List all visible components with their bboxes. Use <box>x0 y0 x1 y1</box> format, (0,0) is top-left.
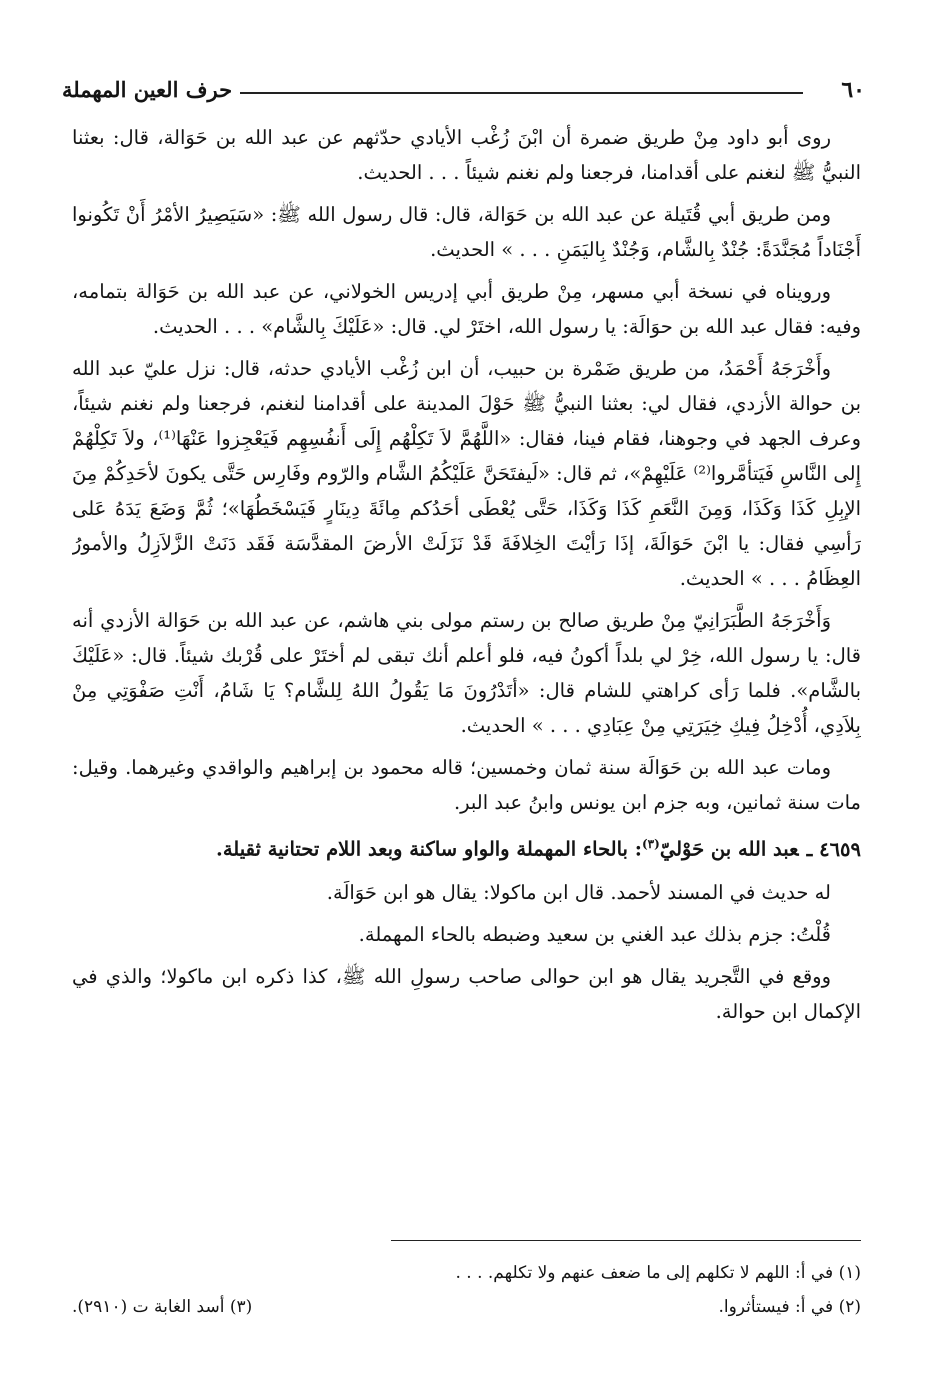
footnote-ref: (٣) <box>641 837 660 851</box>
footnote-line <box>72 1256 861 1290</box>
entry-name: عبد الله بن حَوْليّ <box>659 837 799 861</box>
paragraph: ووقع في التَّجريد يقال هو ابن حوالى صاحب رسولِ الله ﷺ، كذا ذكره ابن ماكولا؛ والذي في الإكمال ابن حوالة. <box>72 964 861 1023</box>
paragraph: له حديث في المسند لأحمد. قال ابن ماكولا: يقال هو ابن حَوَالَة. <box>326 880 831 904</box>
header-rule <box>240 92 803 94</box>
entry-number: ٤٦٥٩ ـ <box>806 837 861 861</box>
paragraph: ومات عبد الله بن حَوَالَة سنة ثمان وخمسين؛ قاله محمود بن إبراهيم والواقدي وغيرهما. وقيل: مات سنة ثمانين، وبه جزم ابن يونس وابنُ عبد البر. <box>72 756 861 814</box>
paragraph: روى أبو داود مِنْ طريق ضمرة أن ابْنَ زُغْب الأيادي حدّثهم عن عبد الله بن حَوَالة، قال: بعثنا النبيُّ ﷺ لنغنم على أقدامنا، فرجعنا ولم نغنم شيئاً . . . الحديث. <box>72 126 861 184</box>
biography-entry <box>72 827 861 867</box>
entry-text: : بالحاء المهملة والواو ساكنة وبعد اللام تحتانية ثقيلة. <box>216 837 642 861</box>
running-title: حرف العين المهملة <box>62 77 233 102</box>
paragraph: ومن طريق أبي قُتَيلة عن عبد الله بن حَوَالة، قال: قال رسول الله ﷺ: «سَيَصِيرُ الأمْرُ أَنْ تَكُونوا أَجْنَاداً مُجَنَّدَةً: جُنْدٌ بِالشَّام، وَجُنْدٌ بِاليَمَنِ . . . » الحديث. <box>72 203 861 261</box>
paragraph: وَأَخْرَجَهُ الطَّبَرَانِيّ مِنْ طريق صالح بن رستم مولى بني هاشم، عن عبد الله بن حَوَالة الأزدي أنه قال: يا رسول الله، خِرْ لي بلداً أكونُ فيه، فلو أعلم أنك تبقى لم أختَرْ على قُرْبك شيئاً. قال: «عَلَيْكَ بالشَّام». فلما رَأى كراهتي للشام قال: «أتَدْرُونَ مَا يَقُولُ اللهُ لِلشَّام؟ يَا شَامُ، أَنْتِ صَفْوَتِي مِنْ بِلاَدِي، أُدْخِلُ فِيكِ خِيَرَتِي مِنْ عِبَادِي . . . » الحديث. <box>72 609 861 737</box>
paragraph: ورويناه في نسخة أبي مسهر، مِنْ طريق أبي إدريس الخولاني، عن عبد الله بن حَوَالة بتمامه، وفيه: فقال عبد الله بن حوَالَة: يا رسول الله، اختَرْ لي. قال: «عَلَيْكَ بِالشَّام» . . . الحديث. <box>72 280 861 338</box>
paragraph: قُلْتُ: جزم بذلك عبد الغني بن سعيد وضبطه بالحاء المهملة. <box>358 922 831 946</box>
page-number: ٦٠ <box>841 77 865 103</box>
footnote-2: (٢) في أ: فيستأثروا. <box>718 1297 861 1317</box>
footnote-line <box>72 1290 861 1324</box>
page-header <box>62 72 865 108</box>
footnotes <box>72 1256 861 1324</box>
footnote-1: (١) في أ: اللهم لا تكلهم إلى ما ضعف عنهم ولا تكلهم. . . . <box>455 1263 861 1283</box>
footnote-3: (٣) أسد الغابة ت (٢٩١٠). <box>72 1297 253 1317</box>
footnote-rule <box>391 1240 861 1241</box>
page-body <box>72 120 861 1230</box>
paragraph: وأَخْرَجَهُ أَحْمَدُ، من طريق ضَمْرة بن حبيب، أن ابن زُغْب الأيادي حدثه، قال: نزل عليّ عبد الله بن حوالة الأزدي، فقال لي: بعثنا النبيُّ ﷺ حَوْلَ المدينة على أقدامنا لنغنم، فرجعنا ولم نغنم شيئاً، وعرف الجهد في وجوهنا، فقام فينا، فقال: «اللَّهُمَّ لاَ تَكِلْهُم إِلَى أَنفُسِهِم فَيَعْجِزوا عَنْهَا⁽¹⁾، ولاَ تَكِلْهُمْ إِلى النَّاسِ فَيَتأمَّروا⁽²⁾ عَلَيْهِمْ»، ثم قال: «لَيفتَحَنَّ عَلَيْكُمُ الشَّام والرّوم وفَارِس حَتَّى يكونَ لأحَدِكُمْ مِنَ الإبِلِ كَذَا وَكَذَا، وَمِنَ النَّعَمِ كَذَا وَكَذَا، حَتَّى يُعْطَى أحَدُكم مِائَةَ دِينَارٍ فَيَسْخَطُهَا»؛ ثُمَّ وَضَعَ يَدَهُ عَلى رَأسِي فقال: يا ابْنَ حَوَالَةَ، إذَا رَأيْتَ الخِلافَةَ قَدْ نَزَلَتْ الأرضَ المقدَّسَة فَقَد دَنَتْ الزَّلاَزِلُ والأمورُ العِظَامُ . . . » الحديث. <box>72 357 861 590</box>
